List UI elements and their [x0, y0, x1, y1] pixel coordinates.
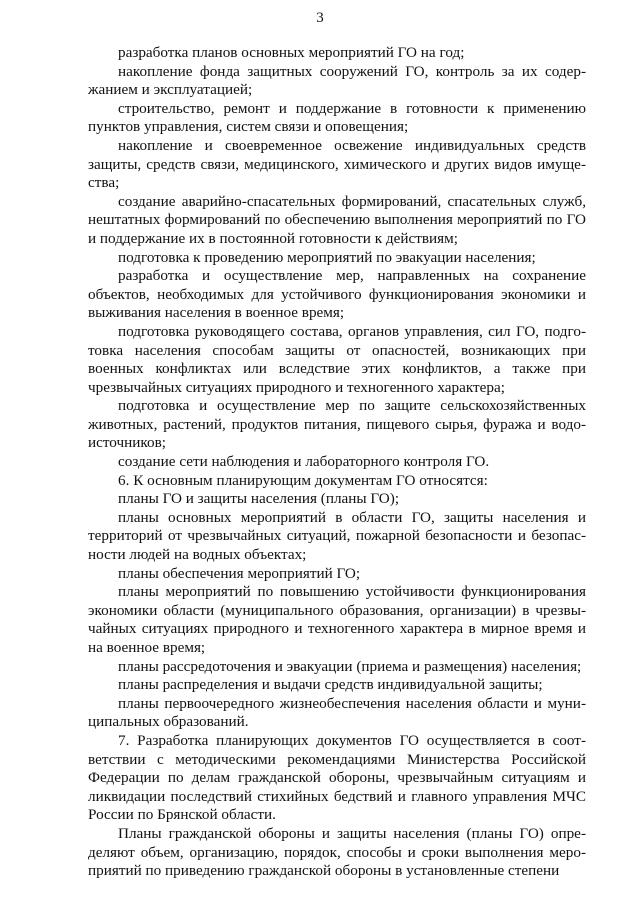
paragraph: разработка и осуществление мер, направленных на сохранение объектов, необходимых для устойчивого функционирования экономики и выживания населения в военное время; — [88, 267, 586, 322]
paragraph: подготовка к проведению мероприятий по эвакуации населения; — [118, 248, 536, 266]
paragraph: планы мероприятий по повышению устойчивости функционирования экономики области (муниципального образования, организации) в чрезвычайных ситуациях природного и техногенного характера в мирное время и на военное время; — [88, 583, 586, 656]
paragraph: 6. К основным планирующим документам ГО относятся: — [118, 471, 488, 489]
paragraph: планы рассредоточения и эвакуации (приема и размещения) населения; — [118, 657, 582, 675]
paragraph: планы основных мероприятий в области ГО, защиты населения и территорий от чрезвычайных ситуаций, пожарной безопасности и безопасности людей на водных объектах; — [88, 508, 586, 564]
page-number: 3 — [316, 10, 324, 26]
paragraph: планы ГО и защиты населения (планы ГО); — [118, 490, 400, 508]
paragraph: создание аварийно-спасательных формирований, спасательных служб, нештатных формирований по обеспечению выполнения мероприятий по ГО и поддержание их в постоянной готовности к действиям; — [88, 192, 586, 247]
document-body — [88, 44, 586, 881]
paragraph: 7. Разработка планирующих документов ГО осуществляется в соответствии с методическими рекомендациями Министерства Российской Федерации по делам гражданской обороны, чрезвычайным ситуациям и ликвидации последствий стихийных бедствий и главного управления МЧС России по Брянской области. — [88, 731, 586, 824]
paragraph: создание сети наблюдения и лабораторного контроля ГО. — [118, 453, 490, 471]
paragraph: накопление фонда защитных сооружений ГО, контроль за их содержанием и эксплуатацией; — [88, 62, 586, 99]
paragraph: планы первоочередного жизнеобеспечения населения области и муниципальных образований. — [88, 694, 586, 731]
paragraph: Планы гражданской обороны и защиты населения (планы ГО) определяют объем, организацию, порядок, способы и сроки выполнения мероприятий по приведению гражданской обороны в установленные степени — [88, 824, 586, 880]
paragraph: разработка планов основных мероприятий ГО на год; — [118, 44, 465, 61]
paragraph: строительство, ремонт и поддержание в готовности к применению пунктов управления, систем связи и оповещения; — [88, 99, 586, 136]
paragraph: планы распределения и выдачи средств индивидуальной защиты; — [118, 676, 543, 694]
paragraph: планы обеспечения мероприятий ГО; — [118, 564, 361, 582]
paragraph: накопление и своевременное освежение индивидуальных средств защиты, средств связи, медицинского, химического и других видов имущества; — [88, 136, 586, 192]
paragraph: подготовка и осуществление мер по защите сельскохозяйственных животных, растений, продуктов питания, пищевого сырья, фуража и водоисточников; — [88, 397, 586, 452]
paragraph: подготовка руководящего состава, органов управления, сил ГО, подготовка населения способам защиты от опасностей, возникающих при военных конфликтах или вследствие этих конфликтов, а также при чрезвычайных ситуациях природного и техногенного характера; — [88, 322, 586, 396]
